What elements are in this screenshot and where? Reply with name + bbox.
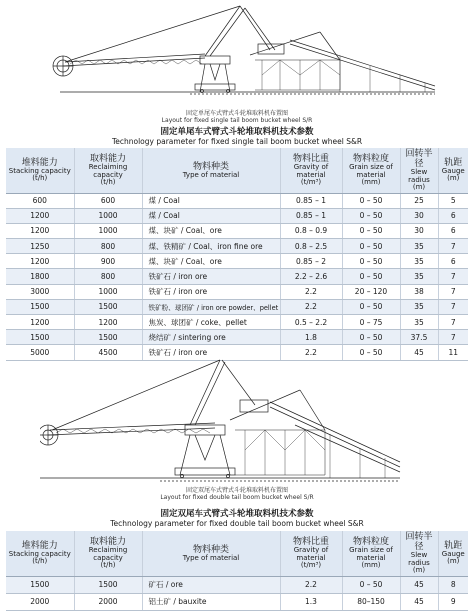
cell-grain: 0 – 50	[342, 576, 400, 593]
cell-grain: 0 – 50	[342, 299, 400, 314]
cell-stacking: 1200	[6, 254, 74, 269]
table-row	[6, 254, 468, 269]
table-title-2-en: Technology parameter for fixed double tail boom bucket wheel S&R	[110, 519, 364, 528]
table-row	[6, 239, 468, 254]
cell-stacking: 1200	[6, 315, 74, 330]
cell-radius: 35	[400, 299, 438, 314]
cell-grain: 0 – 50	[342, 254, 400, 269]
table-title-1	[0, 127, 474, 146]
cell-stacking: 1250	[6, 239, 74, 254]
cell-reclaiming: 1000	[74, 208, 142, 223]
cell-radius: 38	[400, 284, 438, 299]
cell-gravity: 0.85 – 1	[280, 208, 342, 223]
diagram-caption-2-en: Layout for fixed double tail boom bucket wheel S/R	[160, 494, 314, 501]
cell-gravity: 2.2	[280, 284, 342, 299]
diagram-single-tail	[40, 0, 440, 100]
cell-material: 煤 / Coal	[142, 208, 280, 223]
cell-stacking: 2000	[6, 593, 74, 610]
cell-reclaiming: 600	[74, 193, 142, 208]
cell-stacking: 600	[6, 193, 74, 208]
diagram-caption-2	[0, 487, 474, 501]
cell-gravity: 1.3	[280, 593, 342, 610]
diagram-caption-1-en: Layout for fixed single tail boom bucket wheel S/R	[161, 117, 313, 124]
table-title-1-zh: 固定单尾车式臂式斗轮堆取料机技术参数	[160, 127, 314, 137]
cell-grain: 80–150	[342, 593, 400, 610]
cell-grain: 0 – 50	[342, 269, 400, 284]
cell-material: 铁矿粉、球团矿 / iron ore powder、pellet	[142, 299, 280, 314]
cell-reclaiming: 4500	[74, 345, 142, 360]
cell-gauge: 6	[438, 254, 468, 269]
cell-material: 煤、块矿 / Coal、ore	[142, 254, 280, 269]
stacker-reclaimer-drawing-2	[40, 350, 440, 485]
col-stacking-capacity: 堆料能力 Stacking capacity (t/h)	[6, 148, 74, 193]
cell-radius: 37.5	[400, 330, 438, 345]
cell-gravity: 0.8 – 2.5	[280, 239, 342, 254]
cell-reclaiming: 1200	[74, 315, 142, 330]
table-row	[6, 593, 468, 610]
diagram-double-tail	[40, 350, 440, 485]
col-grain-size: 物料粒度 Grain size of material (mm)	[342, 531, 400, 576]
cell-gravity: 2.2	[280, 299, 342, 314]
cell-stacking: 1200	[6, 208, 74, 223]
table-title-1-en: Technology parameter for fixed single tail boom bucket wheel S&R	[111, 137, 363, 146]
col-reclaiming-capacity: 取料能力 Reclaiming capacity (t/h)	[74, 531, 142, 576]
cell-radius: 30	[400, 223, 438, 238]
cell-material: 铝土矿 / bauxite	[142, 593, 280, 610]
table-row	[6, 330, 468, 345]
table-title-2-zh: 固定双尾车式臂式斗轮堆取料机技术参数	[160, 509, 314, 519]
cell-stacking: 5000	[6, 345, 74, 360]
table-header-row	[6, 531, 468, 576]
cell-material: 煤、块矿 / Coal、ore	[142, 223, 280, 238]
cell-gravity: 0.85 – 2	[280, 254, 342, 269]
cell-grain: 0 – 50	[342, 223, 400, 238]
cell-radius: 30	[400, 208, 438, 223]
table-row	[6, 284, 468, 299]
cell-stacking: 1200	[6, 223, 74, 238]
cell-stacking: 1500	[6, 299, 74, 314]
cell-material: 焦炭、球团矿 / coke、pellet	[142, 315, 280, 330]
cell-gravity: 0.5 – 2.2	[280, 315, 342, 330]
cell-radius: 35	[400, 315, 438, 330]
cell-radius: 25	[400, 193, 438, 208]
col-gauge: 轨距 Gauge (m)	[438, 531, 468, 576]
cell-gauge: 7	[438, 315, 468, 330]
diagram-caption-1	[0, 110, 474, 124]
cell-radius: 45	[400, 593, 438, 610]
cell-gauge: 9	[438, 593, 468, 610]
cell-material: 铁矿石 / iron ore	[142, 345, 280, 360]
cell-material: 烧结矿 / sintering ore	[142, 330, 280, 345]
cell-reclaiming: 1000	[74, 223, 142, 238]
cell-radius: 35	[400, 269, 438, 284]
col-material-type: 物料种类 Type of material	[142, 148, 280, 193]
cell-reclaiming: 1500	[74, 330, 142, 345]
cell-gauge: 6	[438, 208, 468, 223]
table-header-row	[6, 148, 468, 193]
cell-reclaiming: 800	[74, 269, 142, 284]
cell-reclaiming: 1500	[74, 576, 142, 593]
cell-material: 铁矿石 / iron ore	[142, 284, 280, 299]
parameter-table-1	[6, 148, 468, 361]
cell-reclaiming: 2000	[74, 593, 142, 610]
col-reclaiming-capacity: 取料能力 Reclaiming capacity (t/h)	[74, 148, 142, 193]
cell-radius: 35	[400, 239, 438, 254]
cell-gravity: 2.2	[280, 345, 342, 360]
cell-gauge: 11	[438, 345, 468, 360]
cell-grain: 0 – 75	[342, 315, 400, 330]
cell-reclaiming: 800	[74, 239, 142, 254]
cell-material: 煤 / Coal	[142, 193, 280, 208]
cell-grain: 0 – 50	[342, 330, 400, 345]
table-row	[6, 299, 468, 314]
cell-radius: 45	[400, 345, 438, 360]
cell-grain: 0 – 50	[342, 239, 400, 254]
table-title-2	[0, 509, 474, 528]
col-grain-size: 物料粒度 Grain size of material (mm)	[342, 148, 400, 193]
cell-gauge: 7	[438, 330, 468, 345]
col-slew-radius: 回转半径 Slew radius (m)	[400, 148, 438, 193]
cell-material: 铁矿石 / iron ore	[142, 269, 280, 284]
cell-gravity: 0.85 – 1	[280, 193, 342, 208]
cell-gravity: 1.8	[280, 330, 342, 345]
cell-grain: 0 – 50	[342, 345, 400, 360]
table-row	[6, 269, 468, 284]
cell-gravity: 2.2	[280, 576, 342, 593]
cell-material: 煤、铁精矿 / Coal、iron fine ore	[142, 239, 280, 254]
cell-gauge: 7	[438, 284, 468, 299]
col-stacking-capacity: 堆料能力 Stacking capacity (t/h)	[6, 531, 74, 576]
cell-reclaiming: 900	[74, 254, 142, 269]
table-row	[6, 223, 468, 238]
cell-grain: 20 – 120	[342, 284, 400, 299]
cell-gravity: 2.2 – 2.6	[280, 269, 342, 284]
cell-gauge: 5	[438, 193, 468, 208]
diagram-caption-2-zh: 固定双尾车式臂式斗轮堆取料机布置图	[185, 487, 288, 494]
col-gravity: 物料比重 Gravity of material (t/m³)	[280, 148, 342, 193]
cell-reclaiming: 1500	[74, 299, 142, 314]
col-gauge: 轨距 Gauge (m)	[438, 148, 468, 193]
cell-gauge: 8	[438, 576, 468, 593]
cell-gauge: 7	[438, 299, 468, 314]
cell-gauge: 6	[438, 223, 468, 238]
table-row	[6, 193, 468, 208]
cell-grain: 0 – 50	[342, 208, 400, 223]
col-slew-radius: 回转半径 Slew radius (m)	[400, 531, 438, 576]
col-material-type: 物料种类 Type of material	[142, 531, 280, 576]
cell-gauge: 7	[438, 239, 468, 254]
table-row	[6, 315, 468, 330]
cell-stacking: 1500	[6, 576, 74, 593]
cell-radius: 35	[400, 254, 438, 269]
cell-radius: 45	[400, 576, 438, 593]
cell-grain: 0 – 50	[342, 193, 400, 208]
stacker-reclaimer-drawing-1	[40, 0, 440, 100]
cell-stacking: 3000	[6, 284, 74, 299]
cell-stacking: 1800	[6, 269, 74, 284]
cell-gravity: 0.8 – 0.9	[280, 223, 342, 238]
cell-gauge: 7	[438, 269, 468, 284]
cell-reclaiming: 1000	[74, 284, 142, 299]
diagram-caption-1-zh: 固定单尾车式臂式斗轮堆取料机布置图	[185, 110, 288, 117]
table-row	[6, 208, 468, 223]
col-gravity: 物料比重 Gravity of material (t/m³)	[280, 531, 342, 576]
cell-stacking: 1500	[6, 330, 74, 345]
table-row	[6, 576, 468, 593]
cell-material: 矿石 / ore	[142, 576, 280, 593]
